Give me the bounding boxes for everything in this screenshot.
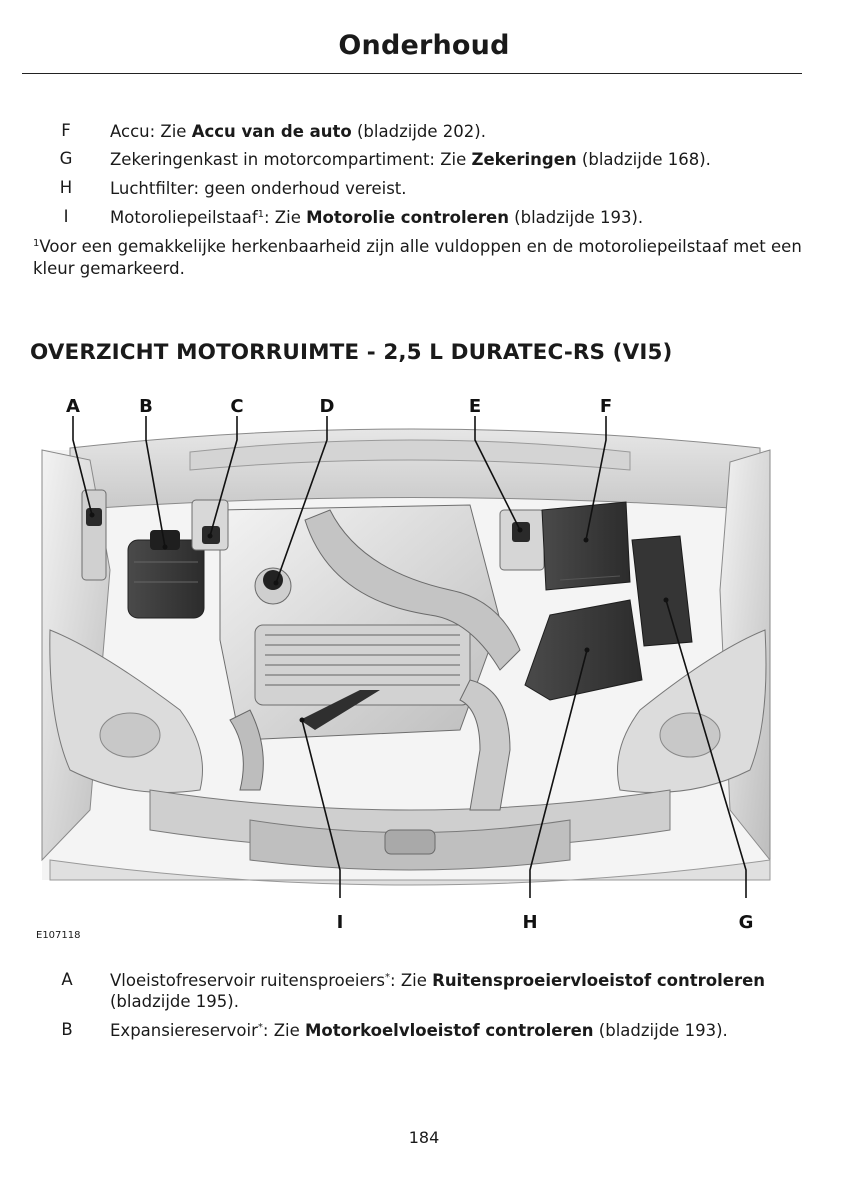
cross-reference-link[interactable]: Ruitensproeiervloeistof controleren — [432, 971, 766, 990]
callout-label-a: A — [66, 396, 80, 417]
cross-reference-link[interactable]: Zekeringen — [471, 150, 577, 169]
legend-letter: A — [61, 970, 73, 989]
page-number: 184 — [408, 1128, 440, 1147]
battery — [542, 502, 630, 590]
footnote-marker: 1 — [33, 238, 40, 249]
callout-label-g: G — [738, 912, 754, 933]
callout-label-e: E — [468, 396, 482, 417]
legend-text: Vloeistofreservoir ruitensproeiers*: Zie Ruitensproeiervloeistof controleren (bladzijde 195). — [110, 971, 766, 1011]
power-steering-reservoir — [500, 510, 544, 570]
legend-letter: I — [63, 207, 69, 226]
footnote-marker: 1 — [257, 209, 264, 220]
legend-letter: G — [59, 149, 73, 168]
washer-reservoir — [82, 490, 106, 580]
callout-label-f: F — [599, 396, 613, 417]
footnote-marker: * — [257, 1022, 263, 1033]
oil-filler-cap — [255, 568, 291, 604]
engine-compartment-diagram — [30, 390, 790, 950]
callout-label-b: B — [139, 396, 153, 417]
cross-reference-link[interactable]: Accu van de auto — [191, 122, 352, 141]
callout-label-c: C — [230, 396, 244, 417]
callout-label-i: I — [336, 912, 344, 933]
legend-letter: H — [59, 178, 73, 197]
legend-text: Zekeringenkast in motorcompartiment: Zie Zekeringen (bladzijde 168). — [110, 150, 711, 169]
legend-letter: F — [61, 121, 71, 140]
cross-reference-link[interactable]: Motorkoelvloeistof controleren — [305, 1021, 594, 1040]
callout-label-h: H — [522, 912, 538, 933]
section-title: OVERZICHT MOTORRUIMTE - 2,5 L DURATEC-RS (VI5) — [30, 340, 673, 365]
legend-text: Expansiereservoir*: Zie Motorkoelvloeistof controleren (bladzijde 193). — [110, 1021, 728, 1040]
legend-text: Luchtfilter: geen onderhoud vereist. — [110, 179, 407, 198]
header-divider — [22, 73, 802, 74]
cross-reference-link[interactable]: Motorolie controleren — [306, 208, 509, 227]
brake-fluid-reservoir — [192, 500, 228, 550]
footnote — [33, 236, 813, 280]
legend-letter: B — [61, 1020, 73, 1039]
legend-text: Accu: Zie Accu van de auto (bladzijde 202). — [110, 122, 486, 141]
legend-text: Motoroliepeilstaaf$^1$: Zie Motorolie controleren (bladzijde 193). — [110, 208, 644, 227]
page-title: Onderhoud — [338, 30, 510, 61]
figure-id: E107118 — [36, 930, 81, 941]
footnote-marker: * — [385, 972, 391, 983]
callout-label-d: D — [319, 396, 335, 417]
footnote-text: Voor een gemakkelijke herkenbaarheid zijn alle vuldoppen en de motoroliepeilstaaf met een kleur gemarkeerd. — [33, 237, 802, 278]
